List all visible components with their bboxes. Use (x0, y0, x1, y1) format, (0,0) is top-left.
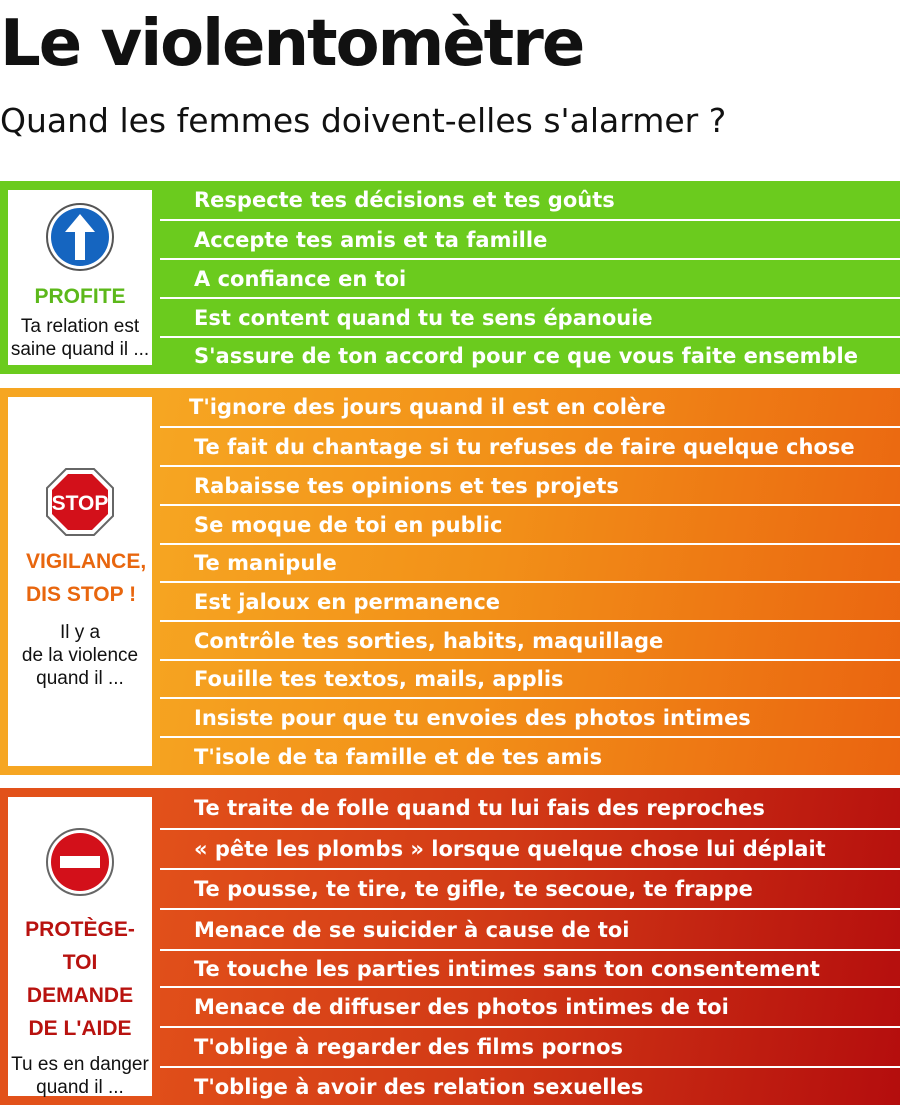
section-danger-description (8, 1053, 152, 1099)
section-vigilance-desc-line: de la violence (21, 645, 139, 666)
section-vigilance-label (8, 545, 152, 611)
page-title: Le violentomètre (0, 7, 584, 81)
list-item: Est jaloux en permanence (160, 581, 900, 620)
section-danger-card (8, 797, 152, 1096)
section-danger-desc-line: quand il ... (36, 1077, 124, 1098)
list-item: Insiste pour que tu envoies des photos intimes (160, 697, 900, 736)
section-danger (0, 788, 900, 1105)
list-item: Te pousse, te tire, te gifle, te secoue, te frappe (160, 868, 900, 908)
section-vigilance-panel (0, 388, 160, 775)
section-healthy-desc-line: Ta relation est (20, 316, 140, 337)
section-healthy (0, 181, 900, 374)
list-item: Te traite de folle quand tu lui fais des reproches (194, 796, 765, 820)
list-item: Respecte tes décisions et tes goûts (194, 188, 615, 212)
section-danger-label-line: DE L'AIDE (28, 1017, 132, 1040)
stop-sign-text: STOP (51, 492, 109, 515)
page-subtitle: Quand les femmes doivent-elles s'alarmer ? (0, 101, 727, 140)
list-item: « pête les plombs » lorsque quelque chose lui déplait (160, 828, 900, 868)
section-healthy-description (8, 315, 152, 361)
list-item: T'oblige à regarder des films pornos (160, 1026, 900, 1066)
section-vigilance-desc-line: quand il ... (36, 668, 124, 689)
section-healthy-card (8, 190, 152, 365)
section-vigilance-label-line: VIGILANCE, (26, 550, 147, 573)
section-healthy-label (8, 280, 152, 313)
section-vigilance-label-line: DIS STOP ! (26, 583, 137, 606)
section-vigilance (0, 388, 900, 775)
section-danger-panel (0, 788, 160, 1105)
section-vigilance-desc-line: Il y a (59, 622, 101, 643)
list-item: T'oblige à avoir des relation sexuelles (160, 1066, 900, 1105)
section-danger-items (160, 788, 900, 1105)
list-item: Te touche les parties intimes sans ton consentement (160, 949, 900, 986)
section-danger-label-line: DEMANDE (26, 984, 134, 1007)
section-healthy-label-line: PROFITE (34, 285, 126, 308)
section-danger-desc-line: Tu es en danger (11, 1054, 149, 1075)
list-item: Fouille tes textos, mails, applis (160, 659, 900, 697)
list-item: Accepte tes amis et ta famille (160, 219, 900, 258)
stop-sign-icon (45, 467, 115, 537)
list-item: S'assure de ton accord pour ce que vous faite ensemble (160, 336, 900, 374)
list-item: Menace de se suicider à cause de toi (160, 908, 900, 949)
list-item: Est content quand tu te sens épanouie (160, 297, 900, 336)
list-item: T'isole de ta famille et de tes amis (160, 736, 900, 775)
list-item: T'ignore des jours quand il est en colère (189, 395, 666, 419)
list-item: Te manipule (160, 543, 900, 581)
section-healthy-desc-line: saine quand il ... (10, 339, 150, 360)
up-arrow-sign-icon (45, 202, 115, 272)
list-item: Se moque de toi en public (160, 504, 900, 543)
section-healthy-items (160, 181, 900, 374)
section-vigilance-items (160, 388, 900, 775)
section-vigilance-card (8, 397, 152, 766)
section-danger-label (8, 913, 152, 1045)
list-item: Rabaisse tes opinions et tes projets (160, 465, 900, 504)
section-danger-label-line: PROTÈGE-TOI (25, 918, 135, 974)
section-vigilance-description (8, 621, 152, 690)
list-item: Te fait du chantage si tu refuses de faire quelque chose (160, 426, 900, 465)
list-item: Contrôle tes sorties, habits, maquillage (160, 620, 900, 659)
section-healthy-panel (0, 181, 160, 374)
list-item: Menace de diffuser des photos intimes de toi (160, 986, 900, 1026)
list-item: A confiance en toi (160, 258, 900, 297)
no-entry-sign-icon (45, 827, 115, 897)
